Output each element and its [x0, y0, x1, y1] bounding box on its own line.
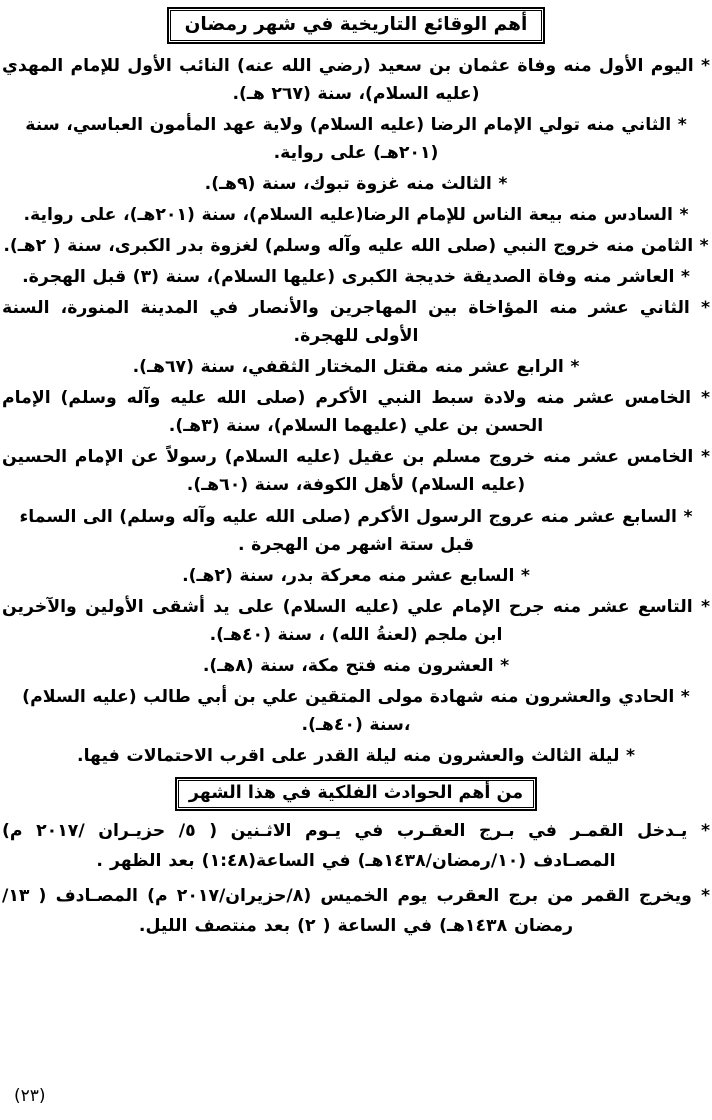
astro-heading-container	[0, 777, 712, 811]
page-title: أهم الوقائع التاريخية في شهر رمضان	[170, 10, 543, 41]
list-item-event-7: * الثاني عشر منه المؤاخاة بين المهاجرين والأنصار في المدينة المنورة، السنة الأولى للهجرة.	[2, 298, 710, 347]
page-number: (٢٣)	[14, 1086, 46, 1106]
historical-events-list	[0, 52, 712, 769]
list-item-event-14: * العشرون منه فتح مكة، سنة (٨هـ).	[202, 655, 510, 676]
list-item-event-5: * الثامن منه خروج النبي (صلى الله عليه وآله وسلم) لغزوة بدر الكبرى، سنة ( ٢هـ).	[3, 236, 709, 257]
list-item-event-15: * الحادي والعشرون منه شهادة مولى المتقين علي بن أبي طالب (عليه السلام) ،سنة (٤٠هـ).	[22, 686, 690, 735]
astro-event-moon-exits-scorpio: * ويخرج القمر من برج العقرب يوم الخميس (٨/حزيران/٢٠١٧ م) المصـادف ( ١٣/ رمضان ١٤٣٨هـ) في الساعة ( ٢) بعد منتصف الليل.	[2, 886, 710, 937]
list-item-event-1: * اليوم الأول منه وفاة عثمان بن سعيد (رضي الله عنه) النائب الأول للإمام المهدي (عليه السلام)، سنة (٢٦٧ هـ).	[2, 56, 710, 105]
list-item-event-4: * السادس منه بيعة الناس للإمام الرضا(عليه السلام)، سنة (٢٠١هـ)، على رواية.	[23, 205, 689, 226]
list-item-event-12: * السابع عشر منه معركة بدر، سنة (٢هـ).	[182, 565, 530, 586]
list-item-event-3: * الثالث منه غزوة تبوك، سنة (٩هـ).	[204, 174, 508, 195]
list-item-event-16: * ليلة الثالث والعشرون منه ليلة القدر على اقرب الاحتمالات فيها.	[77, 745, 635, 766]
list-item-event-9: * الخامس عشر منه ولادة سبط النبي الأكرم (صلى الله عليه وآله وسلم) الإمام الحسن بن علي (عليهما السلام)، سنة (٣هـ).	[2, 388, 710, 437]
title-box-container	[0, 7, 712, 44]
list-item-event-2: * الثاني منه تولي الإمام الرضا (عليه السلام) ولاية عهد المأمون العباسي، سنة (٢٠١هـ) على رواية.	[25, 115, 687, 164]
list-item-event-13: * التاسع عشر منه جرح الإمام علي (عليه السلام) على يد أشقى الأولين والآخرين ابن ملجم (لعنةُ الله) ، سنة (٤٠هـ).	[2, 596, 710, 645]
list-item-event-6: * العاشر منه وفاة الصديقة خديجة الكبرى (عليها السلام)، سنة (٣) قبل الهجرة.	[22, 267, 690, 288]
astronomical-events-list	[0, 817, 712, 942]
list-item-event-8: * الرابع عشر منه مقتل المختار الثقفي، سنة (٦٧هـ).	[132, 357, 580, 378]
list-item-event-11: * السابع عشر منه عروج الرسول الأكرم (صلى الله عليه وآله وسلم) الى السماء قبل ستة اشهر من الهجرة .	[19, 506, 693, 555]
astro-event-moon-enters-scorpio: * يـدخل القمـر في بـرج العقـرب في يـوم الاثـنين ( ٥/ حزيـران /٢٠١٧ م) المصـادف (١٠/رمضان/١٤٣٨هـ) في الساعة(١:٤٨) بعد الظهر .	[2, 820, 710, 871]
list-item-event-10: * الخامس عشر منه خروج مسلم بن عقيل (عليه السلام) رسولاً عن الإمام الحسين (عليه السلام) لأهل الكوفة، سنة (٦٠هـ).	[2, 447, 710, 496]
title-box	[167, 7, 546, 44]
astro-heading-box	[175, 777, 537, 811]
astro-section-title: من أهم الحوادث الفلكية في هذا الشهر	[178, 780, 534, 808]
